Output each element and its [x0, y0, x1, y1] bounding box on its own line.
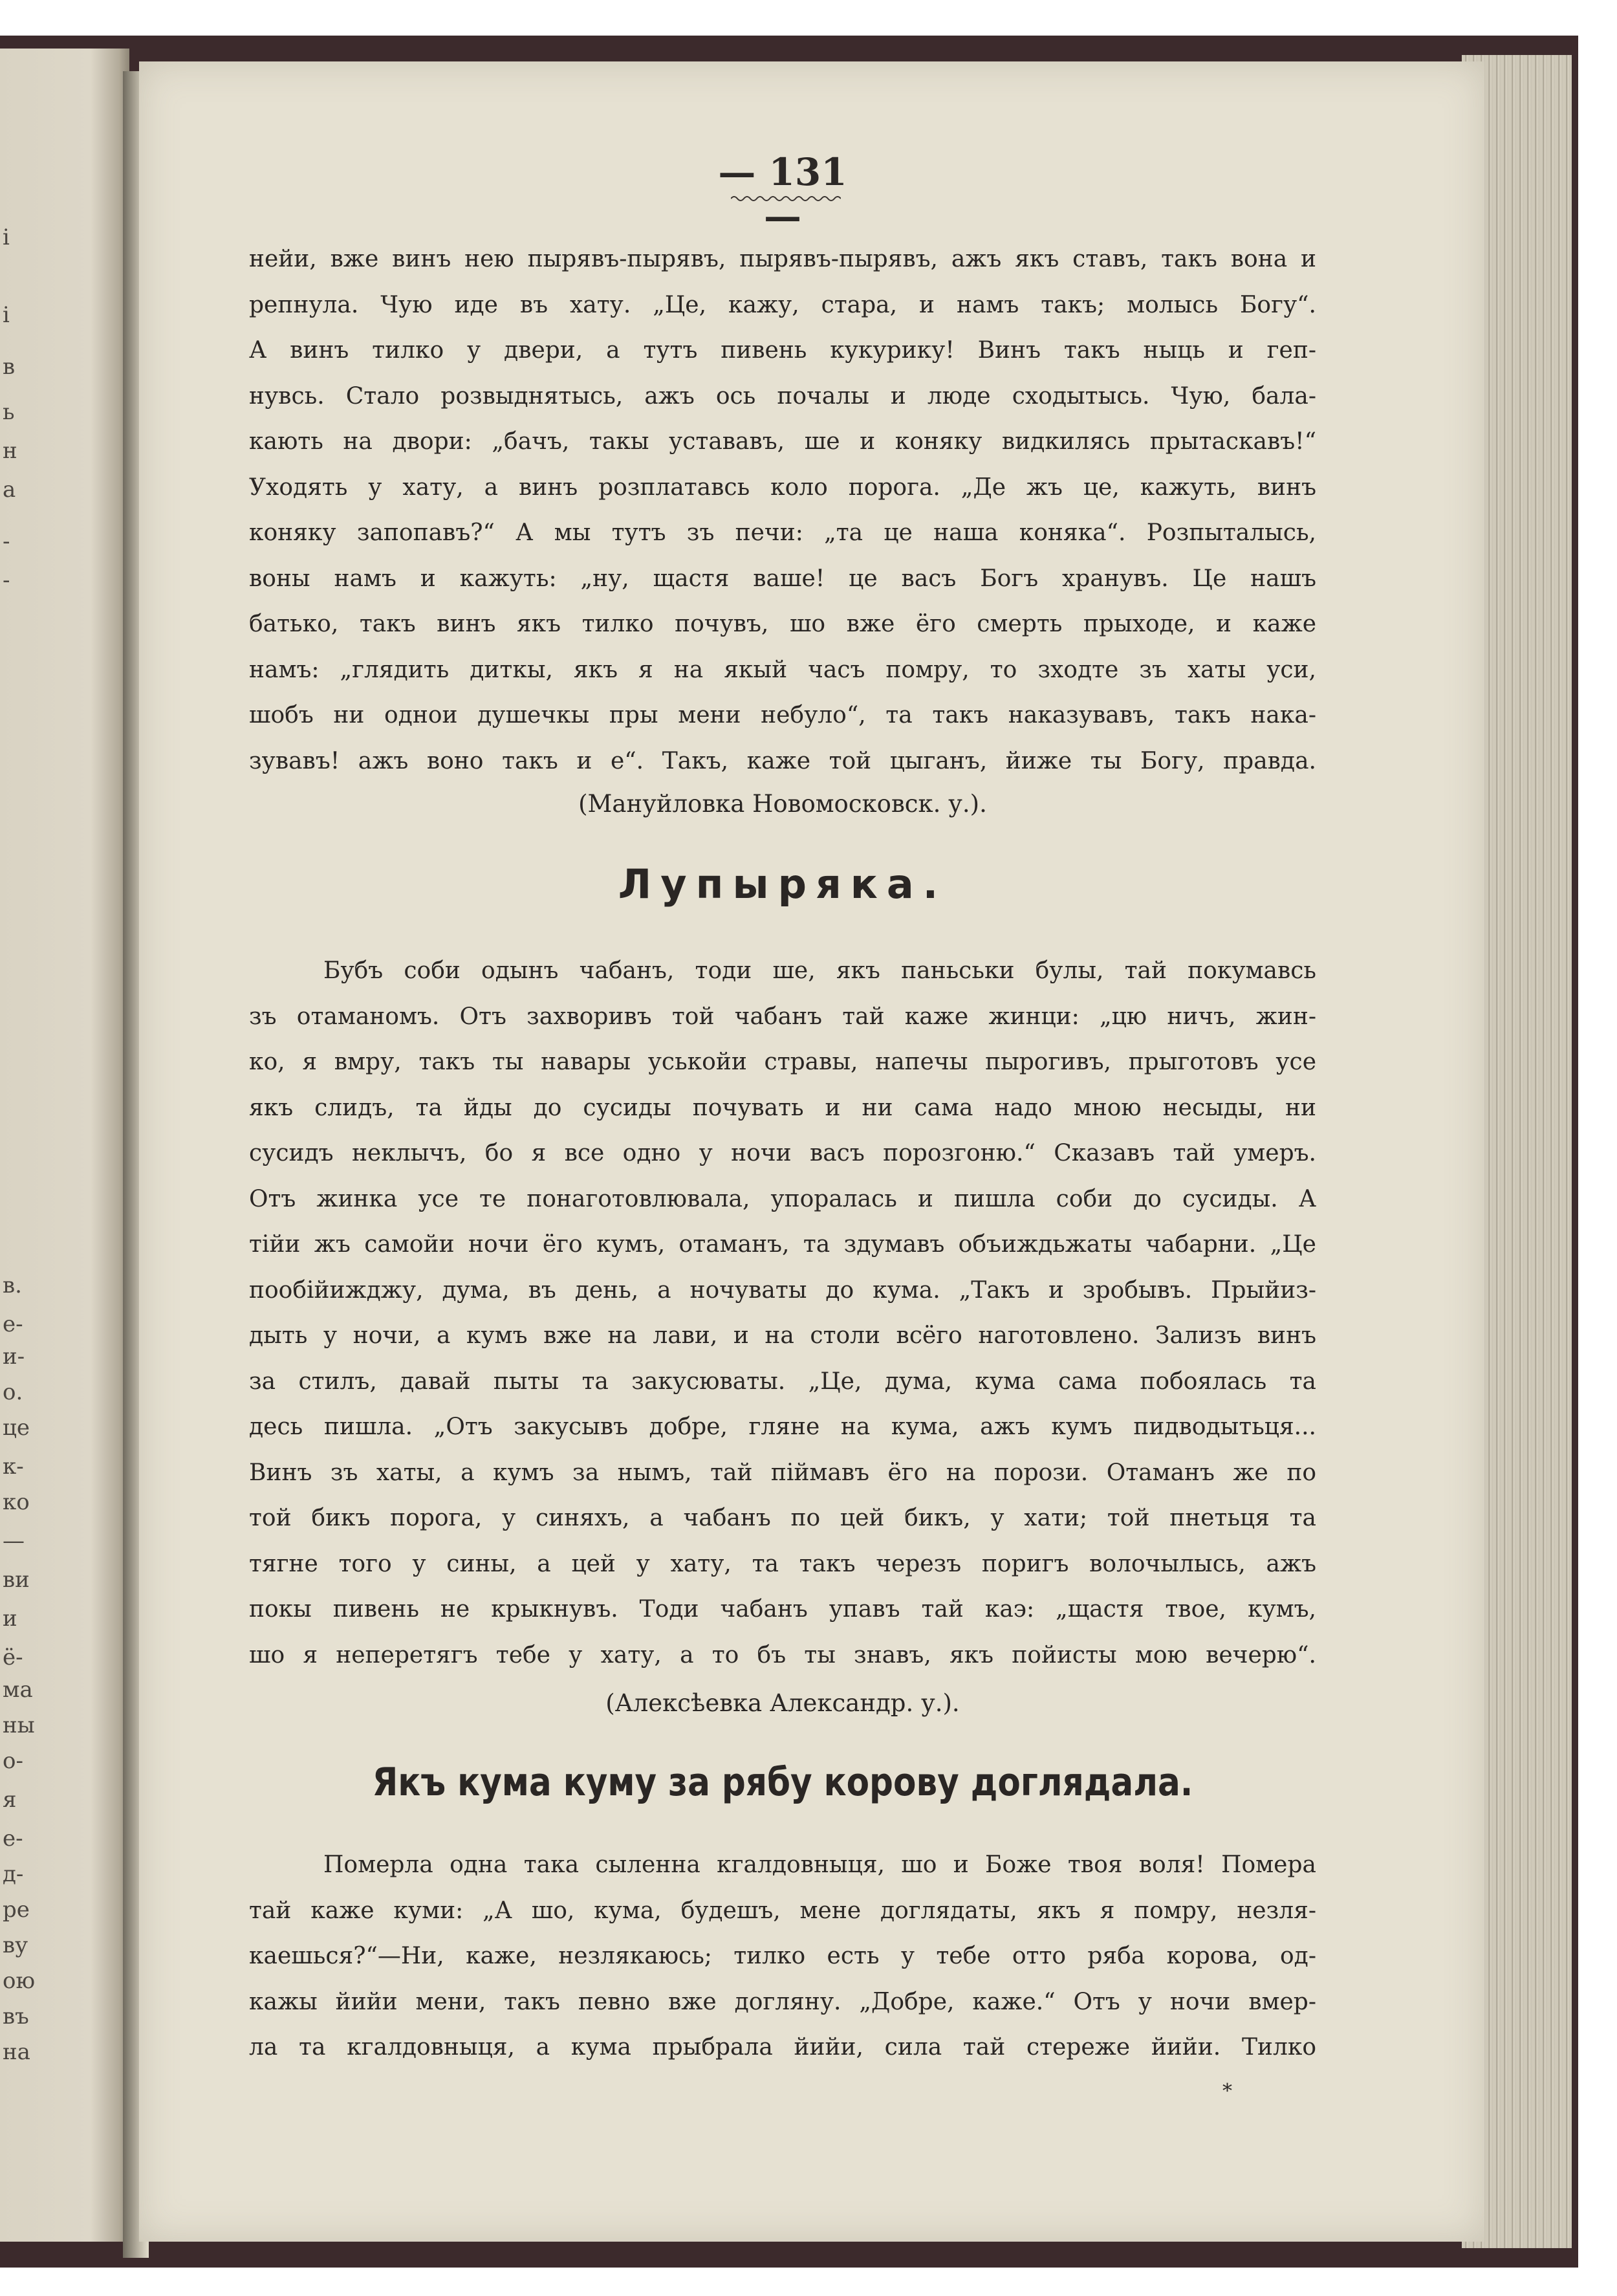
text-line: сусидъ неклычъ, бо я все одно у ночи васъ порозгоню.“ Сказавъ тай умеръ.: [249, 1140, 1316, 1166]
text-line: кають на двори: „бачъ, такы устававъ, ше и коняку видкилясь прытаскавъ!“: [249, 428, 1316, 455]
text-line: ла та кгалдовныця, а кума прыбрала йийи, сила тай стереже йийи. Тилко: [249, 2034, 1316, 2061]
left-page-fragment: ь: [3, 399, 15, 425]
left-page-fragment: -: [3, 529, 10, 554]
text-line: воны намъ и кажуть: „ну, щастя ваше! це васъ Богъ хранувъ. Це нашъ: [249, 565, 1316, 592]
left-page-fragment: і: [3, 224, 10, 250]
left-page-fragment: въ: [3, 2004, 29, 2029]
left-page-fragment: в.: [3, 1273, 22, 1298]
left-page-fragment: и: [3, 1606, 17, 1632]
text-line: Винъ зъ хаты, а кумъ за нымъ, тай піймавъ ёго на порози. Отаманъ же по: [249, 1459, 1316, 1486]
text-line: той бикъ порога, у синяхъ, а чабанъ по цей бикъ, у хати; той пнетьця та: [249, 1505, 1316, 1531]
left-page-fragment: ны: [3, 1712, 35, 1738]
text-line: шо я неперетягъ тебе у хату, а то бъ ты знавъ, якъ пойисты мою вечерю“.: [249, 1641, 1316, 1668]
text-line: Уходять у хату, а винъ розплатавсь коло порога. „Де жъ це, кажуть, винъ: [249, 474, 1316, 501]
text-line: коняку запопавъ?“ А мы тутъ зъ печи: „та це наша коняка“. Розпыталысь,: [249, 519, 1316, 546]
text-line: намъ: „глядить диткы, якъ я на якый часъ помру, то зходте зъ хаты уси,: [249, 656, 1316, 683]
text-line: дыть у ночи, а кумъ вже на лави, и на столи всёго наготовлено. Зализъ винъ: [249, 1322, 1316, 1349]
text-line: зувавъ! ажъ воно такъ и е“. Такъ, каже той цыганъ, йиже ты Богу, правда.: [249, 747, 1316, 774]
story-two-title: Лупыряка.: [618, 860, 948, 908]
left-page-fragment: —: [3, 1528, 25, 1554]
left-page-fragment: ко: [3, 1489, 30, 1515]
text-line: нувсь. Стало розвыднятысь, ажъ ось почалы и люде сходытысь. Чую, бала-: [249, 382, 1316, 410]
left-page-fragment: я: [3, 1787, 17, 1813]
left-page-fragment: и-: [3, 1344, 25, 1370]
text-line: покы пивень не крыкнувъ. Тоди чабанъ упавъ тай каэ: „щастя твое, кумъ,: [249, 1596, 1316, 1623]
page-number: — 131 —: [718, 150, 847, 238]
left-page-fragment: ё-: [3, 1645, 23, 1670]
text-line: кажы йийи мени, такъ певно вже догляну. „Добре, каже.“ Отъ у ночи вмер-: [249, 1988, 1316, 2015]
text-line: каешься?“—Ни, каже, незлякаюсь; тилко есть у тебе отто ряба корова, од-: [249, 1943, 1316, 1969]
left-page-fragment: н: [3, 438, 17, 464]
left-page-fragment: е-: [3, 1311, 23, 1337]
text-line: тягне того у сины, а цей у хату, та такъ черезъ поригъ волочылысь, ажъ: [249, 1550, 1316, 1577]
left-page-fragment: це: [3, 1415, 30, 1441]
page-number-ornament: [731, 194, 841, 203]
left-page-fragment: а: [3, 477, 16, 503]
text-line: шобъ ни однои душечкы пры мени небуло“, та такъ наказувавъ, такъ нака-: [249, 702, 1316, 728]
left-page-edge: [0, 49, 129, 2242]
text-line: А винъ тилко у двери, а тутъ пивень кукурику! Винъ такъ ныць и геп-: [249, 337, 1316, 364]
text-line: ко, я вмру, такъ ты навары уськойи стравы, напечы пырогивъ, прыготовъ усе: [249, 1049, 1316, 1075]
text-line: десь пишла. „Отъ закусывъ добре, гляне на кума, ажъ кумъ пидводытьця...: [249, 1414, 1316, 1440]
left-page-fragment: на: [3, 2039, 30, 2065]
footer-mark: *: [1222, 2080, 1232, 2103]
left-page-fragment: о.: [3, 1379, 23, 1405]
story-one-source: (Мануйловка Новомосковск. у.).: [578, 790, 987, 818]
text-line: пообійижджу, дума, въ день, а ночуваты до кума. „Такъ и зробывъ. Прыйиз-: [249, 1276, 1316, 1304]
text-line: нейи, вже винъ нею пырявъ-пырявъ, пырявъ-пырявъ, ажъ якъ ставъ, такъ вона и: [249, 246, 1316, 272]
left-page-fragment: ре: [3, 1897, 30, 1923]
story-two-source: (Алексѣевка Александр. у.).: [605, 1689, 960, 1717]
text-line: за стилъ, давай пыты та закусюваты. „Це, дума, кума сама побоялась та: [249, 1368, 1316, 1395]
page-content: [249, 0, 1316, 2296]
left-page-fragment: в: [3, 354, 16, 380]
text-line: якъ слидъ, та йды до сусиды почувать и ни сама надо мною несыды, ни: [249, 1094, 1316, 1121]
text-line: батько, такъ винъ якъ тилко почувъ, шо вже ёго смерть прыходе, и каже: [249, 611, 1316, 637]
text-line: Отъ жинка усе те понаготовлювала, упоралась и пишла соби до сусиды. А: [249, 1185, 1316, 1212]
left-page-fragment: ма: [3, 1677, 33, 1703]
text-line: зъ отаманомъ. Отъ захворивъ той чабанъ тай каже жинци: „цю ничъ, жин-: [249, 1003, 1316, 1030]
left-page-fragment: -: [3, 567, 10, 593]
story-three-title: Якъ кума куму за рябу корову доглядала.: [372, 1760, 1193, 1805]
text-line: тійи жъ самойи ночи ёго кумъ, отаманъ, та здумавъ объиждьжаты чабарни. „Це: [249, 1231, 1316, 1258]
left-page-fragment: е-: [3, 1826, 23, 1852]
text-line: репнула. Чую иде въ хату. „Це, кажу, стара, и намъ такъ; молысь Богу“.: [249, 291, 1316, 318]
left-page-fragment: о-: [3, 1748, 23, 1774]
left-page-fragment: к-: [3, 1454, 24, 1480]
left-page-fragment: д-: [3, 1861, 24, 1887]
text-line: тай каже куми: „А шо, кума, будешъ, мене доглядаты, якъ я помру, незля-: [249, 1897, 1316, 1924]
text-line: Бубъ соби одынъ чабанъ, тоди ше, якъ паньськи булы, тай покумавсь: [323, 957, 1316, 984]
left-page-fragment: ви: [3, 1567, 30, 1593]
text-line: Померла одна така сыленна кгалдовныця, шо и Боже твоя воля! Помера: [323, 1852, 1316, 1878]
left-page-fragment: ою: [3, 1968, 36, 1994]
left-page-fragment: ву: [3, 1932, 28, 1958]
left-page-fragment: і: [3, 302, 10, 328]
